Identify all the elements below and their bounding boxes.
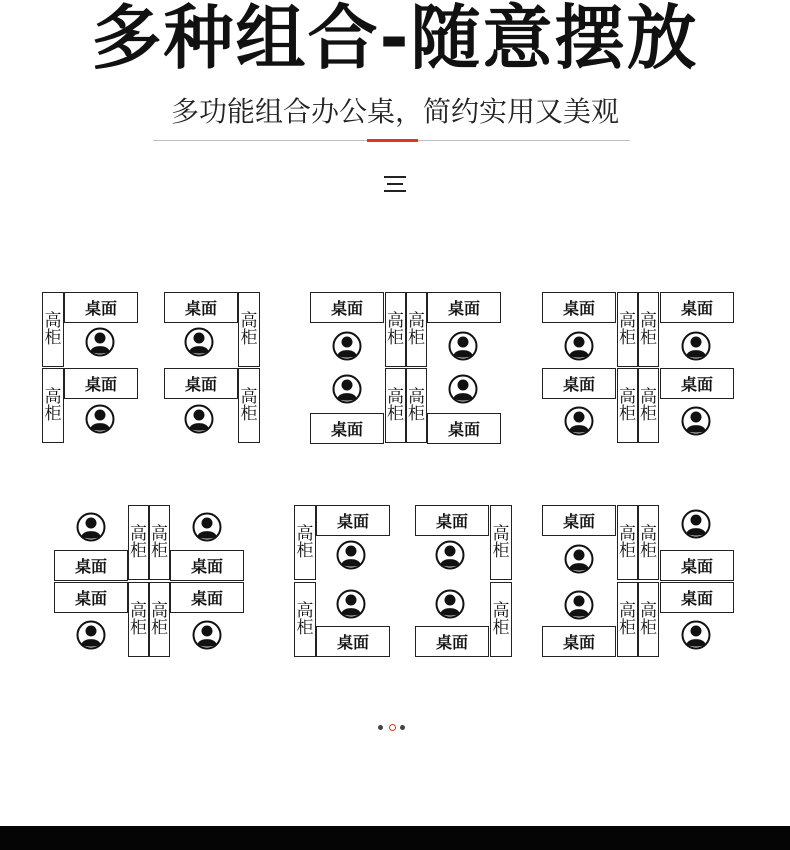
tall-cabinet xyxy=(638,368,659,443)
tall-cabinet xyxy=(294,582,316,657)
cabinet-label: 高 xyxy=(619,600,636,621)
person-icon xyxy=(184,327,214,357)
tall-cabinet xyxy=(42,368,64,443)
desk-surface: 桌面 xyxy=(427,413,501,444)
cabinet-label: 高 xyxy=(408,386,425,407)
person-icon xyxy=(192,512,222,542)
cabinet-label: 柜 xyxy=(44,327,62,348)
tall-cabinet xyxy=(617,582,638,657)
tall-cabinet xyxy=(406,292,427,367)
pagination-dots xyxy=(378,724,412,732)
person-icon xyxy=(332,331,362,361)
desk-surface: 桌面 xyxy=(54,582,128,613)
cabinet-label: 柜 xyxy=(44,403,62,424)
desk-surface: 桌面 xyxy=(310,413,384,444)
cabinet-label: 高 xyxy=(44,310,62,331)
desk-surface: 桌面 xyxy=(164,368,238,399)
cabinet-label: 柜 xyxy=(240,403,258,424)
cabinet-label: 高 xyxy=(640,600,657,621)
person-icon xyxy=(85,404,115,434)
tall-cabinet xyxy=(406,368,427,443)
person-icon xyxy=(85,327,115,357)
pagination-dot[interactable] xyxy=(389,724,396,731)
pagination-dot[interactable] xyxy=(400,725,405,730)
tall-cabinet xyxy=(490,505,512,580)
person-icon xyxy=(192,620,222,650)
cabinet-label: 高 xyxy=(619,523,636,544)
cabinet-label: 柜 xyxy=(619,403,636,424)
cabinet-label: 高 xyxy=(296,600,314,621)
cabinet-label: 高 xyxy=(130,600,147,621)
cabinet-label: 柜 xyxy=(296,617,314,638)
desk-surface: 桌面 xyxy=(660,292,734,323)
cabinet-label: 柜 xyxy=(130,617,147,638)
tall-cabinet xyxy=(149,582,170,657)
tall-cabinet xyxy=(617,505,638,580)
cabinet-label: 高 xyxy=(387,310,404,331)
cabinet-label: 柜 xyxy=(492,540,510,561)
cabinet-label: 柜 xyxy=(296,540,314,561)
cabinet-label: 柜 xyxy=(151,540,168,561)
cabinet-label: 柜 xyxy=(240,327,258,348)
cabinet-label: 柜 xyxy=(151,617,168,638)
person-icon xyxy=(564,406,594,436)
desk-surface: 桌面 xyxy=(542,292,616,323)
page-subtitle: 多功能组合办公桌，简约实用又美观 xyxy=(170,95,619,128)
person-icon xyxy=(76,512,106,542)
cabinet-label: 高 xyxy=(240,386,258,407)
tall-cabinet xyxy=(638,292,659,367)
cabinet-label: 高 xyxy=(619,310,636,331)
cabinet-label: 高 xyxy=(640,386,657,407)
cabinet-label: 柜 xyxy=(619,617,636,638)
desk-surface: 桌面 xyxy=(54,550,128,581)
tall-cabinet xyxy=(238,368,260,443)
tall-cabinet xyxy=(149,505,170,580)
cabinet-label: 柜 xyxy=(640,327,657,348)
cabinet-label: 柜 xyxy=(387,327,404,348)
desk-surface: 桌面 xyxy=(660,582,734,613)
desk-surface: 桌面 xyxy=(415,626,489,657)
tall-cabinet xyxy=(617,292,638,367)
cabinet-label: 高 xyxy=(151,523,168,544)
person-icon xyxy=(76,620,106,650)
cabinet-label: 高 xyxy=(44,386,62,407)
person-icon xyxy=(448,331,478,361)
desk-surface: 桌面 xyxy=(415,505,489,536)
footer-bar xyxy=(0,826,790,850)
desk-surface: 桌面 xyxy=(542,368,616,399)
cabinet-label: 柜 xyxy=(130,540,147,561)
person-icon xyxy=(564,590,594,620)
cabinet-label: 柜 xyxy=(408,403,425,424)
tall-cabinet xyxy=(42,292,64,367)
tall-cabinet xyxy=(385,368,406,443)
desk-surface: 桌面 xyxy=(427,292,501,323)
person-icon xyxy=(681,509,711,539)
pagination-dot[interactable] xyxy=(378,725,383,730)
desk-surface: 桌面 xyxy=(542,626,616,657)
cabinet-label: 高 xyxy=(492,600,510,621)
cabinet-label: 柜 xyxy=(492,617,510,638)
cabinet-label: 高 xyxy=(387,386,404,407)
desk-surface: 桌面 xyxy=(660,368,734,399)
cabinet-label: 高 xyxy=(619,386,636,407)
desk-surface: 桌面 xyxy=(64,368,138,399)
desk-surface: 桌面 xyxy=(316,505,390,536)
tall-cabinet xyxy=(638,505,659,580)
person-icon xyxy=(681,406,711,436)
tall-cabinet xyxy=(385,292,406,367)
cabinet-label: 柜 xyxy=(619,540,636,561)
person-icon xyxy=(184,404,214,434)
cabinet-label: 柜 xyxy=(640,540,657,561)
person-icon xyxy=(448,374,478,404)
cabinet-label: 柜 xyxy=(619,327,636,348)
tall-cabinet xyxy=(238,292,260,367)
person-icon xyxy=(336,540,366,570)
cabinet-label: 高 xyxy=(151,600,168,621)
desk-surface: 桌面 xyxy=(542,505,616,536)
desk-surface: 桌面 xyxy=(170,550,244,581)
cabinet-label: 柜 xyxy=(387,403,404,424)
cabinet-label: 高 xyxy=(640,310,657,331)
tall-cabinet xyxy=(617,368,638,443)
desk-surface: 桌面 xyxy=(64,292,138,323)
tall-cabinet xyxy=(638,582,659,657)
person-icon xyxy=(564,544,594,574)
page-title: 多种组合-随意摆放 xyxy=(91,0,699,79)
desk-surface: 桌面 xyxy=(164,292,238,323)
person-icon xyxy=(336,589,366,619)
tall-cabinet xyxy=(128,505,149,580)
person-icon xyxy=(681,331,711,361)
cabinet-label: 高 xyxy=(240,310,258,331)
cabinet-label: 高 xyxy=(296,523,314,544)
person-icon xyxy=(435,589,465,619)
person-icon xyxy=(435,540,465,570)
cabinet-label: 高 xyxy=(492,523,510,544)
tall-cabinet xyxy=(128,582,149,657)
desk-surface: 桌面 xyxy=(660,550,734,581)
cabinet-label: 柜 xyxy=(408,327,425,348)
cabinet-label: 高 xyxy=(130,523,147,544)
tall-cabinet xyxy=(490,582,512,657)
cabinet-label: 高 xyxy=(408,310,425,331)
person-icon xyxy=(564,331,594,361)
person-icon xyxy=(681,620,711,650)
desk-surface: 桌面 xyxy=(170,582,244,613)
desk-surface: 桌面 xyxy=(310,292,384,323)
cabinet-label: 高 xyxy=(640,523,657,544)
cabinet-label: 柜 xyxy=(640,403,657,424)
desk-surface: 桌面 xyxy=(316,626,390,657)
tall-cabinet xyxy=(294,505,316,580)
cabinet-label: 柜 xyxy=(640,617,657,638)
person-icon xyxy=(332,374,362,404)
